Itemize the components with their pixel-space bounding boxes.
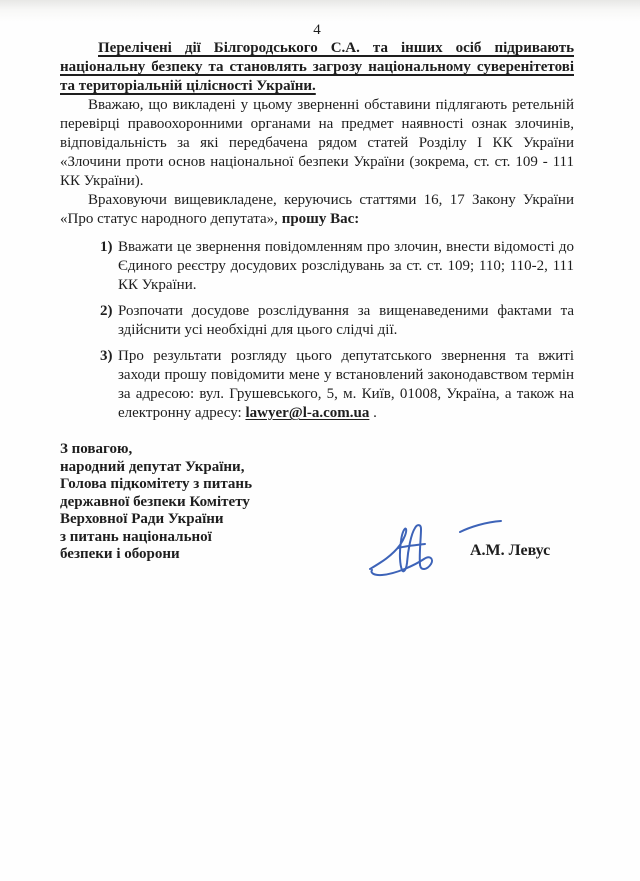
- list-item-text: [118, 347, 574, 423]
- list-item-number: 3): [100, 348, 113, 364]
- signatory-title-line: Голова підкомітету з питань: [60, 476, 252, 492]
- signatory-name: А.М. Левус: [470, 542, 551, 559]
- signature-stroke-dash: [460, 521, 501, 532]
- list-item-text: Розпочати досудове розслідування за вищенаведеними фактами та здійснити усі необхідні для цього слідчі дії.: [118, 303, 574, 338]
- page-number: 4: [313, 22, 321, 38]
- signatory-title-line: Верховної Ради України: [60, 511, 224, 527]
- request-list: [60, 238, 574, 423]
- signature-section: [60, 441, 574, 576]
- list-item: [100, 302, 574, 340]
- list-item: [100, 238, 574, 295]
- list-item: [100, 347, 574, 423]
- list-item-number: 2): [100, 303, 113, 319]
- signatory-title-line: народний депутат України,: [60, 458, 245, 475]
- signatory-title-line: безпеки і оборони: [60, 546, 180, 562]
- request-intro-text: Враховуючи вищевикладене, керуючись статтями 16, 17 Закону України «Про статус народного депутата»,: [60, 192, 574, 227]
- list-item-text-after-email: .: [369, 405, 377, 421]
- list-item-text-before-email: Про результати розгляду цього депутатського звернення та вжиті заходи прошу повідомити мене у встановлений законодавством термін за адресою: вул. Грушевського, 5, м. Київ, 01008, Україна, а також на електронну адресу:: [118, 348, 574, 421]
- list-item-number: 1): [100, 239, 113, 255]
- request-intro-emphasis: прошу Вас:: [281, 211, 360, 227]
- signatory-title-line: З повагою,: [60, 441, 133, 457]
- signatory-title-line: державної безпеки Комітету: [60, 493, 250, 510]
- paragraph-conclusion: Перелічені дії Білгородського С.А. та інших осіб підривають національну безпеку та становлять загрозу національному суверенітетові та територіальній цілісності України.: [60, 40, 574, 94]
- signatory-title-block: [60, 441, 320, 564]
- paragraph-request-intro: [60, 191, 574, 229]
- email-address: lawyer@l-a.com.ua: [245, 405, 370, 421]
- list-item-text: Вважати це звернення повідомленням про злочин, внести відомості до Єдиного реєстру досудових розслідувань за ст. ст. 109; 110; 110-2, 111 КК України.: [118, 239, 574, 293]
- signatory-title-line: з питань національної: [60, 528, 212, 545]
- paragraph-assessment: Вважаю, що викладені у цьому зверненні обставини підлягають ретельній перевірці правоохоронними органами на предмет наявності ознак злочинів, відповідальність за які передбачена рядом статей Розділу І КК України «Злочини проти основ національної безпеки України (зокрема, ст. ст. 109 - 111 КК України).: [60, 97, 574, 189]
